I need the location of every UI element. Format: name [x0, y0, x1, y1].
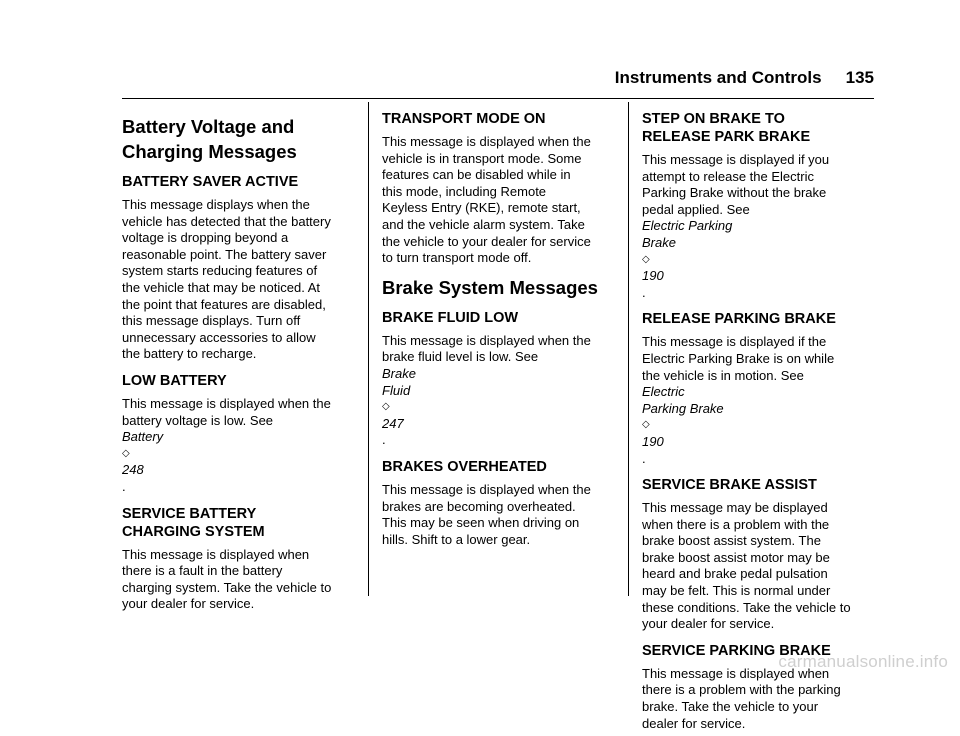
brake-system-title: Brake System Messages: [382, 276, 598, 298]
brake-link[interactable]: Brake: [642, 234, 676, 250]
column-divider-left: [368, 102, 369, 596]
release-parking-heading: RELEASE PARKING BRAKE: [642, 311, 836, 328]
release-page-ref[interactable]: 190: [642, 433, 664, 449]
release-parking-body: This message is displayed if the Electric Parking Brake is on while the vehicle is in motion. See Electric Parking Brake ◇ 190 .: [642, 334, 878, 467]
battery-voltage-title: Battery Voltage and Charging Messages: [122, 116, 297, 162]
watermark: carmanualsonline.info: [778, 652, 948, 671]
section-title: Instruments and Controls: [614, 68, 822, 87]
page-number: 135: [845, 68, 874, 87]
parking-brake-link[interactable]: Parking Brake: [642, 400, 724, 416]
electric-link[interactable]: Electric: [642, 384, 685, 400]
column-2: [382, 100, 618, 552]
transport-mode-body: This message is displayed when the vehicle is in transport mode. Some features can be disabled while in this mode, including Remote Keyless Entry (RKE), remote start, and the vehicle alarm system. Take the vehicle to your dealer for service to turn transport mode off.: [382, 134, 591, 266]
column-1: [122, 100, 360, 617]
transport-mode-heading: TRANSPORT MODE ON: [382, 111, 546, 127]
brake-fluid-heading: BRAKE FLUID LOW: [382, 309, 519, 326]
service-parking-brake-body: This message is displayed when there is a problem with the parking brake. Take the vehicle to your dealer for service.: [642, 665, 841, 731]
page-ref-icon: ◇: [382, 401, 390, 413]
step-on-brake-body: This message is displayed if you attempt to release the Electric Parking Brake without the brake pedal applied. See Electric Parking Brake ◇ 190 .: [642, 152, 878, 301]
service-brake-assist-heading: SERVICE BRAKE ASSIST: [642, 477, 817, 494]
brake-fluid-page-ref[interactable]: 247: [382, 415, 404, 431]
service-brake-assist-body: This message may be displayed when there is a problem with the brake boost assist system. The brake boost assist motor may be heard and brake pedal pulsation may be felt. This is normal under these conditions. Take the vehicle to your dealer for service.: [642, 500, 851, 632]
page-ref-icon: ◇: [642, 419, 650, 431]
brakes-overheated-heading: BRAKES OVERHEATED: [382, 458, 547, 475]
brakes-overheated-body: This message is displayed when the brakes are becoming overheated. This may be seen when driving on hills. Shift to a lower gear.: [382, 481, 591, 547]
service-battery-body: This message is displayed when there is a fault in the battery charging system. Take the vehicle to your dealer for service.: [122, 546, 332, 612]
service-parking-brake-heading: SERVICE PARKING BRAKE: [642, 642, 831, 659]
low-battery-heading: LOW BATTERY: [122, 372, 227, 389]
battery-saver-heading: BATTERY SAVER ACTIVE: [122, 174, 299, 190]
battery-link[interactable]: Battery: [122, 429, 164, 445]
battery-page-ref[interactable]: 248: [122, 462, 144, 478]
page-ref-icon: ◇: [122, 447, 130, 459]
step-on-brake-heading: STEP ON BRAKE TO RELEASE PARK BRAKE: [642, 111, 811, 145]
electric-parking-link[interactable]: Electric Parking: [642, 218, 733, 234]
header-rule: [122, 98, 874, 99]
brake-fluid-body: This message is displayed when the brake fluid level is low. See Brake Fluid ◇ 247 .: [382, 333, 618, 449]
fluid-link[interactable]: Fluid: [382, 382, 411, 398]
page-ref-icon: ◇: [642, 253, 650, 265]
page-header: [122, 68, 874, 88]
battery-saver-body: This message displays when the vehicle has detected that the battery voltage is dropping beyond a reasonable point. The battery saver system starts reducing features of the vehicle that may be noticed. At the point that features are disabled, this message displays. Turn off unnecessary accessories to allow the battery to recharge.: [122, 197, 331, 362]
service-battery-heading: SERVICE BATTERY CHARGING SYSTEM: [122, 505, 265, 540]
column-divider-right: [628, 102, 629, 596]
low-battery-body: This message is displayed when the battery voltage is low. See Battery ◇ 248 .: [122, 396, 360, 496]
column-3: [642, 100, 878, 736]
brake-link[interactable]: Brake: [382, 365, 416, 381]
parking-brake-page-ref[interactable]: 190: [642, 268, 664, 284]
